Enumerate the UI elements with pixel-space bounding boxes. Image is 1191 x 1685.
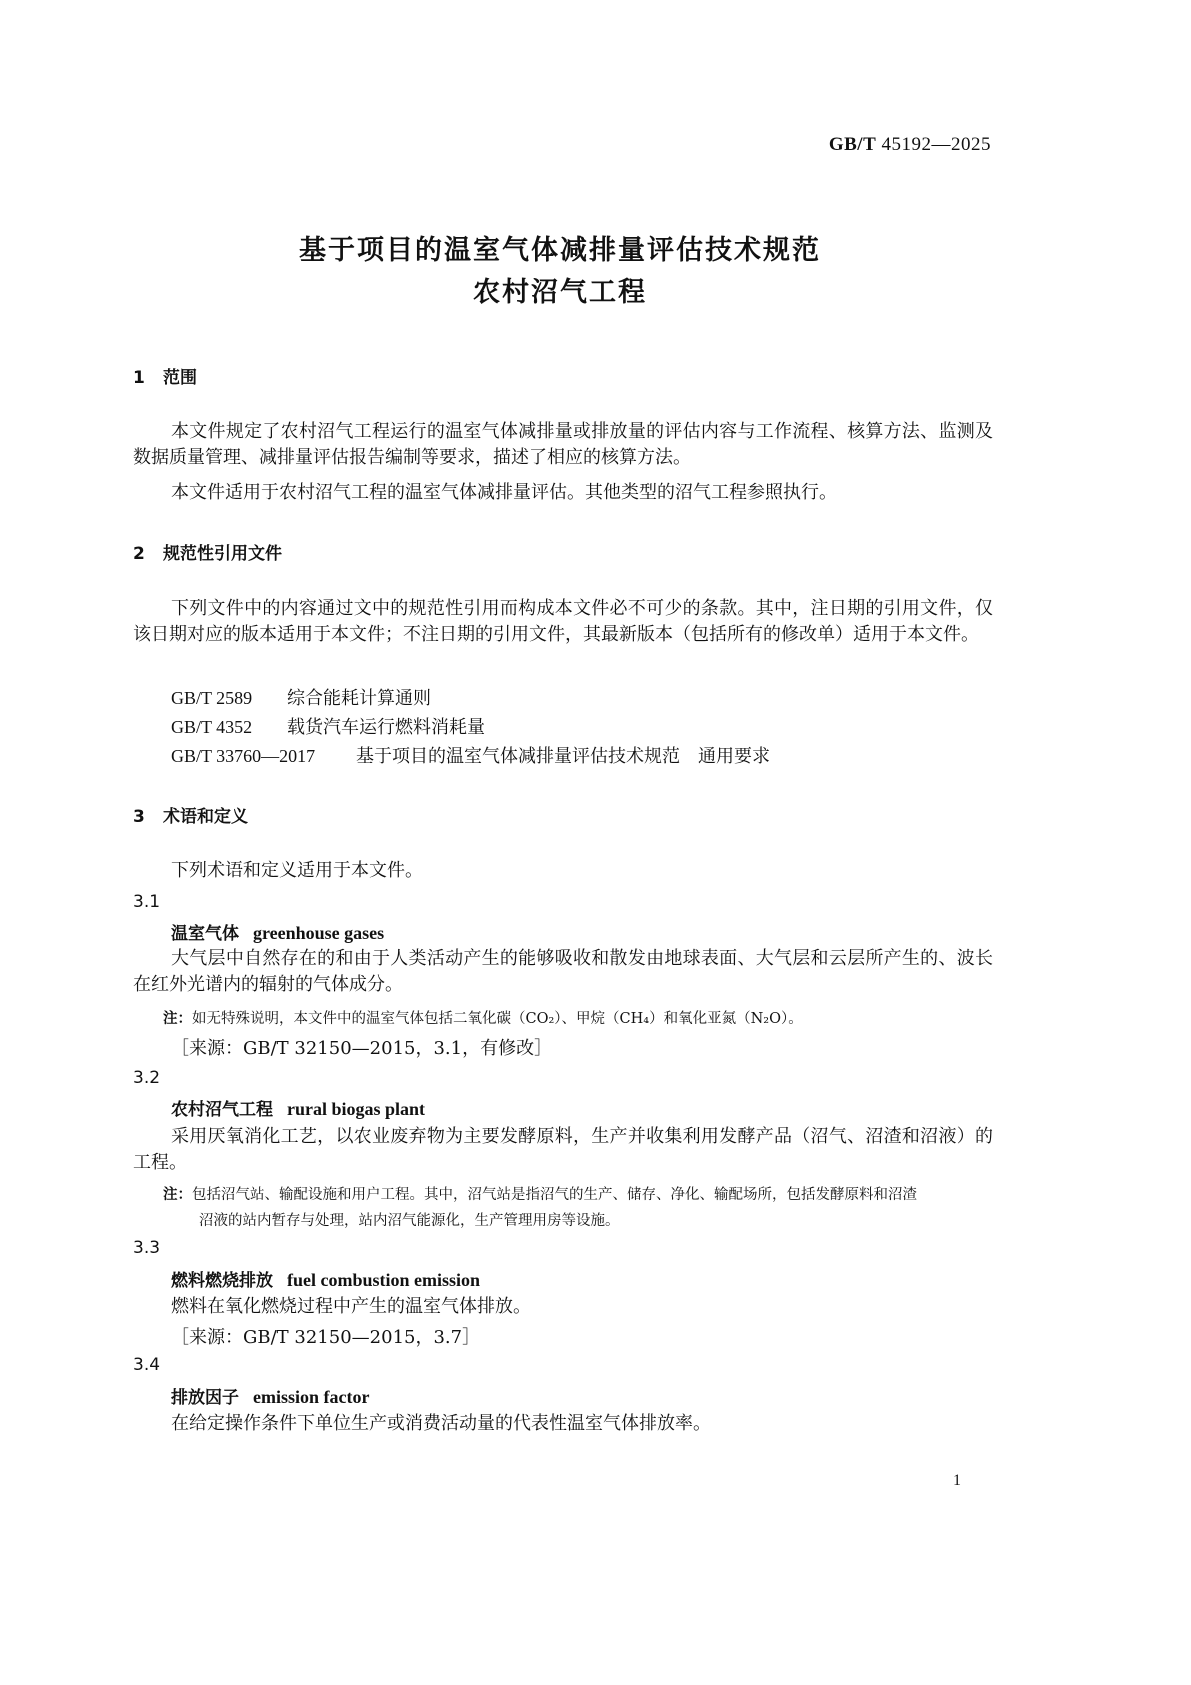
standard-code-prefix: GB/T — [828, 134, 877, 155]
note-text-line1: 包括沼气站、输配设施和用户工程。其中，沼气站是指沼气的生产、储存、净化、输配场所，包括发酵原料和沼渣 — [192, 1187, 917, 1203]
term-source: ［来源：GB/T 32150—2015，3.1，有修改］ — [171, 1038, 553, 1059]
section-1-paragraph-1: 本文件规定了农村沼气工程运行的温室气体减排量或排放量的评估内容与工作流程、核算方法、监测及数据质量管理、减排量评估报告编制等要求，描述了相应的核算方法。 — [133, 421, 993, 468]
normative-reference — [171, 684, 431, 710]
reference-name: 基于项目的温室气体减排量评估技术规范 通用要求 — [356, 746, 770, 767]
term-note — [163, 1006, 993, 1032]
reference-code: GB/T 33760—2017 — [171, 746, 316, 766]
term-heading — [171, 1095, 425, 1120]
reference-code: GB/T 4352 — [171, 717, 253, 737]
section-1-heading — [133, 363, 197, 388]
note-label: 注： — [163, 1187, 192, 1203]
term-heading — [171, 1383, 369, 1408]
document-title-line2: 农村沼气工程 — [473, 277, 647, 308]
term-chinese: 温室气体 — [171, 924, 239, 944]
term-number: 3.4 — [133, 1355, 161, 1375]
term-chinese: 燃料燃烧排放 — [171, 1271, 273, 1291]
document-title-line1: 基于项目的温室气体减排量评估技术规范 — [299, 235, 821, 266]
reference-name: 综合能耗计算通则 — [287, 688, 431, 709]
term-definition: 燃料在氧化燃烧过程中产生的温室气体排放。 — [171, 1296, 531, 1317]
reference-code: GB/T 2589 — [171, 688, 253, 708]
section-3-heading — [133, 802, 248, 827]
standard-code-number: 45192—2025 — [881, 134, 991, 155]
section-3-paragraph-1: 下列术语和定义适用于本文件。 — [171, 860, 423, 881]
term-english: emission factor — [253, 1387, 370, 1407]
section-1-number: 1 — [133, 368, 145, 388]
section-2-number: 2 — [133, 544, 145, 564]
section-2-title: 规范性引用文件 — [163, 544, 282, 564]
term-definition: 大气层中自然存在的和由于人类活动产生的能够吸收和散发由地球表面、大气层和云层所产生的、波长在红外光谱内的辐射的气体成分。 — [133, 948, 993, 995]
term-number: 3.3 — [133, 1238, 161, 1258]
section-3-number: 3 — [133, 807, 145, 827]
term-english: greenhouse gases — [253, 923, 385, 943]
note-label: 注： — [163, 1011, 192, 1027]
term-english: fuel combustion emission — [287, 1270, 481, 1290]
section-1-paragraph-2: 本文件适用于农村沼气工程的温室气体减排量评估。其他类型的沼气工程参照执行。 — [171, 482, 837, 503]
term-number: 3.1 — [133, 892, 161, 912]
section-2-heading — [133, 539, 282, 564]
standard-code — [829, 134, 991, 156]
page-number: 1 — [953, 1472, 961, 1489]
note-text: 如无特殊说明，本文件中的温室气体包括二氧化碳（CO₂）、甲烷（CH₄）和氧化亚氮（N₂O）。 — [192, 1011, 803, 1027]
reference-name: 载货汽车运行燃料消耗量 — [287, 717, 485, 738]
term-heading — [171, 919, 384, 944]
term-heading — [171, 1266, 480, 1291]
normative-reference — [171, 713, 485, 739]
term-definition: 在给定操作条件下单位生产或消费活动量的代表性温室气体排放率。 — [171, 1413, 711, 1434]
term-chinese: 农村沼气工程 — [171, 1100, 273, 1120]
section-2-paragraph-1: 下列文件中的内容通过文中的规范性引用而构成本文件必不可少的条款。其中，注日期的引用文件，仅该日期对应的版本适用于本文件；不注日期的引用文件，其最新版本（包括所有的修改单）适用于本文件。 — [133, 598, 993, 645]
term-definition: 采用厌氧消化工艺，以农业废弃物为主要发酵原料，生产并收集利用发酵产品（沼气、沼渣和沼液）的工程。 — [133, 1126, 993, 1173]
note-text-line2: 沼液的站内暂存与处理，站内沼气能源化，生产管理用房等设施。 — [199, 1213, 620, 1229]
term-number: 3.2 — [133, 1068, 161, 1088]
term-source: ［来源：GB/T 32150—2015，3.7］ — [171, 1327, 481, 1348]
section-1-title: 范围 — [163, 368, 197, 388]
term-english: rural biogas plant — [287, 1099, 426, 1119]
term-chinese: 排放因子 — [171, 1388, 239, 1408]
term-note — [163, 1182, 993, 1234]
normative-reference — [171, 742, 770, 768]
section-3-title: 术语和定义 — [163, 807, 248, 827]
